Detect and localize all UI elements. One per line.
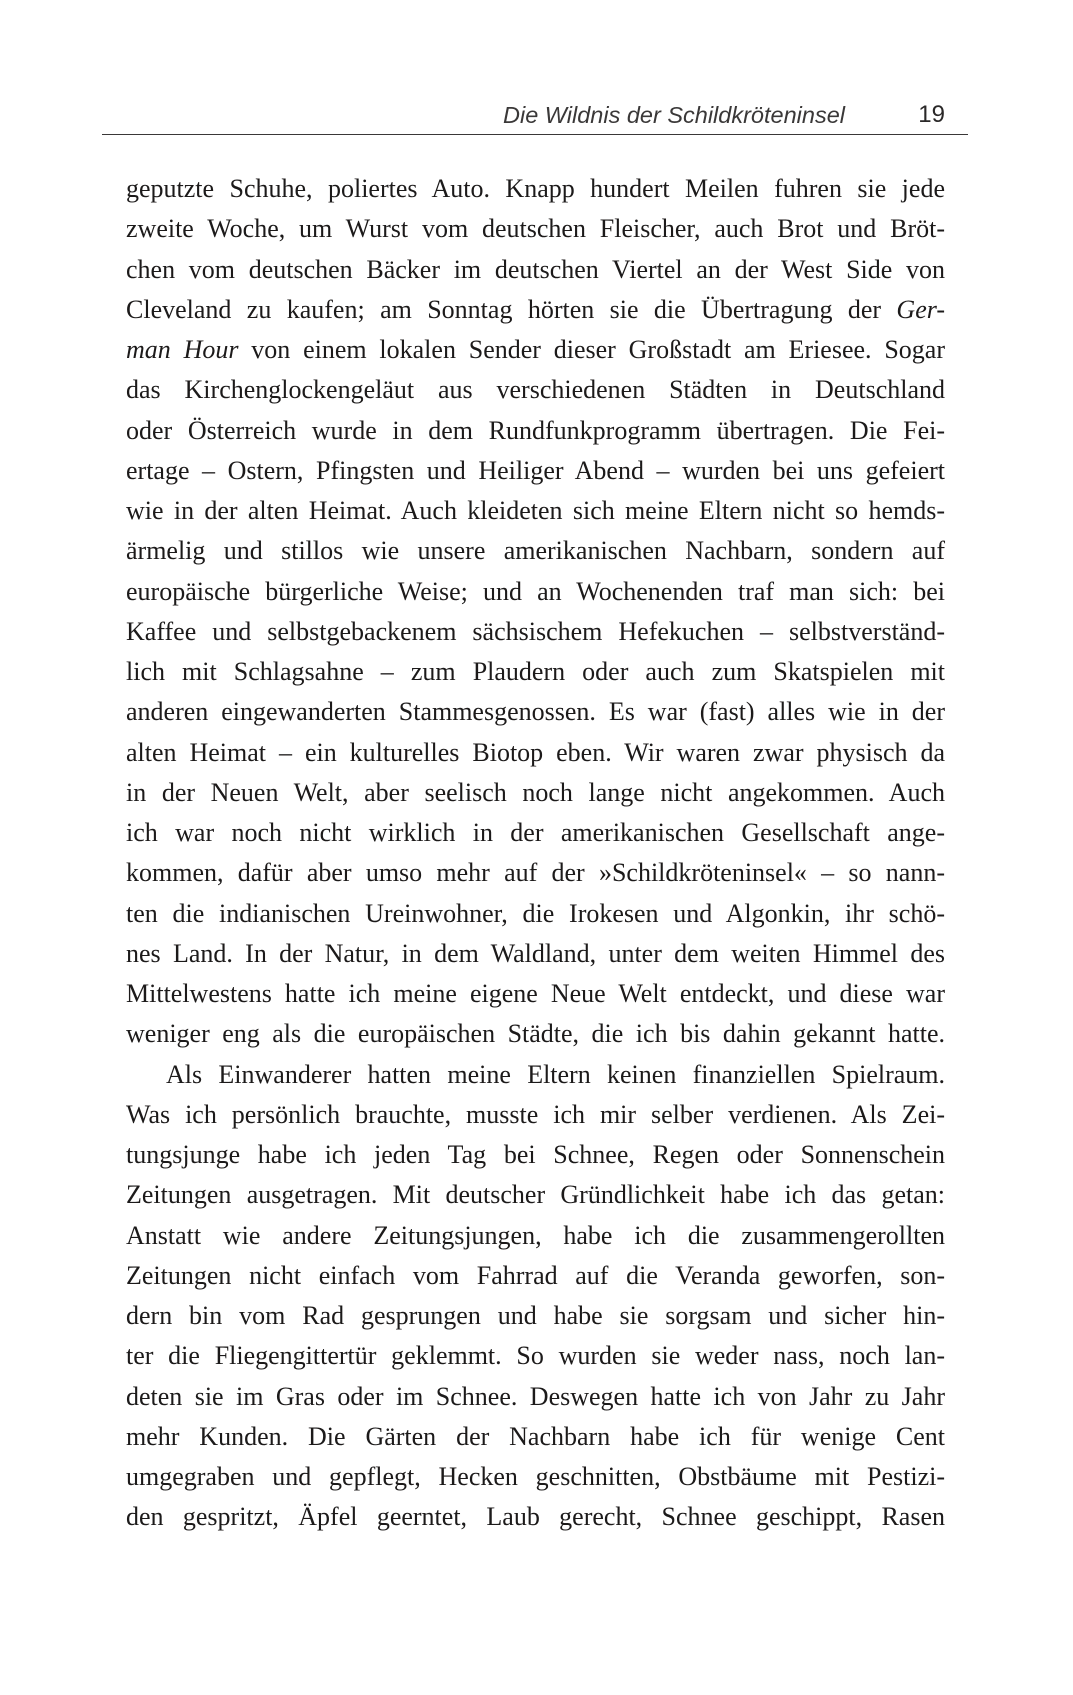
text-line: wie in der alten Heimat. Auch kleideten sich meine Eltern nicht so hemds- — [126, 496, 945, 525]
text-line: ten die indianischen Ureinwohner, die Irokesen und Algonkin, ihr schö- — [126, 898, 945, 928]
text-line: Mittelwestens hatte ich meine eigene Neue Welt entdeckt, und diese war — [126, 979, 945, 1008]
text-line: mehr Kunden. Die Gärten der Nachbarn habe ich für wenige Cent — [126, 1421, 945, 1451]
text-line: Als Einwanderer hatten meine Eltern keinen finanziellen Spielraum. — [166, 1059, 945, 1089]
text-line: kommen, dafür aber umso mehr auf der »Schildkröteninsel« – so nann- — [126, 858, 945, 888]
text-line: Was ich persönlich brauchte, musste ich mir selber verdienen. Als Zei- — [126, 1099, 945, 1129]
paragraph — [126, 1055, 945, 1538]
text-line: ter die Fliegengittertür geklemmt. So wurden sie weder nass, noch lan- — [126, 1341, 945, 1371]
text-segment: Cleveland zu kaufen; am Sonntag hörten sie die Übertragung der — [126, 294, 897, 324]
text-line: den gespritzt, Äpfel geerntet, Laub gerecht, Schnee geschippt, Rasen — [126, 1502, 945, 1532]
text-line — [126, 290, 945, 330]
text-line: oder Österreich wurde in dem Rundfunkprogramm übertragen. Die Fei- — [126, 415, 945, 445]
text-line: in der Neuen Welt, aber seelisch noch lange nicht angekommen. Auch — [126, 777, 945, 807]
text-line: weniger eng als die europäischen Städte, die ich bis dahin gekannt hatte. — [126, 1019, 945, 1049]
text-line: Anstatt wie andere Zeitungsjungen, habe ich die zusammengerollten — [126, 1220, 945, 1250]
text-line: ich war noch nicht wirklich in der amerikanischen Gesellschaft ange- — [126, 818, 945, 847]
page-number: 19 — [918, 101, 945, 128]
text-line: umgegraben und gepflegt, Hecken geschnitten, Obstbäume mit Pestizi- — [126, 1462, 945, 1491]
text-line: deten sie im Gras oder im Schnee. Deswegen hatte ich von Jahr zu Jahr — [126, 1381, 945, 1411]
text-line: das Kirchenglockengeläut aus verschiedenen Städten in Deutschland — [126, 375, 945, 405]
text-line: europäische bürgerliche Weise; und an Wochenenden traf man sich: bei — [126, 576, 945, 606]
text-line: lich mit Schlagsahne – zum Plaudern oder auch zum Skatspielen mit — [126, 657, 945, 686]
running-title: Die Wildnis der Schildkröteninsel — [503, 102, 845, 128]
text-line: geputzte Schuhe, poliertes Auto. Knapp hundert Meilen fuhren sie jede — [126, 174, 945, 203]
text-line: ärmelig und stillos wie unsere amerikanischen Nachbarn, sondern auf — [126, 536, 945, 566]
text-line: nes Land. In der Natur, in dem Waldland, unter dem weiten Himmel des — [126, 938, 945, 968]
text-line: Zeitungen ausgetragen. Mit deutscher Gründlichkeit habe ich das getan: — [126, 1180, 945, 1210]
header-rule — [102, 134, 968, 135]
text-line: anderen eingewanderten Stammesgenossen. Es war (fast) alles wie in der — [126, 697, 945, 727]
text-line: Zeitungen nicht einfach vom Fahrrad auf die Veranda geworfen, son- — [126, 1260, 945, 1290]
body-text — [126, 169, 945, 1538]
text-line: zweite Woche, um Wurst vom deutschen Fleischer, auch Brot und Bröt- — [126, 214, 945, 244]
text-line: ertage – Ostern, Pfingsten und Heiliger Abend – wurden bei uns gefeiert — [126, 455, 945, 485]
paragraph — [126, 169, 945, 1055]
text-line: Kaffee und selbstgebackenem sächsischem Hefekuchen – selbstverständ- — [126, 616, 945, 646]
text-line: dern bin vom Rad gesprungen und habe sie sorgsam und sicher hin- — [126, 1301, 945, 1330]
italic-segment: man Hour — [126, 335, 239, 364]
text-line: alten Heimat – ein kulturelles Biotop eben. Wir waren zwar physisch da — [126, 737, 945, 767]
italic-segment: Ger- — [896, 294, 945, 324]
text-segment: von einem lokalen Sender dieser Großstadt am Eriesee. Sogar — [238, 335, 946, 364]
text-line — [126, 330, 945, 370]
text-line: chen vom deutschen Bäcker im deutschen Viertel an der West Side von — [126, 254, 945, 284]
text-line: tungsjunge habe ich jeden Tag bei Schnee, Regen oder Sonnenschein — [126, 1140, 945, 1169]
